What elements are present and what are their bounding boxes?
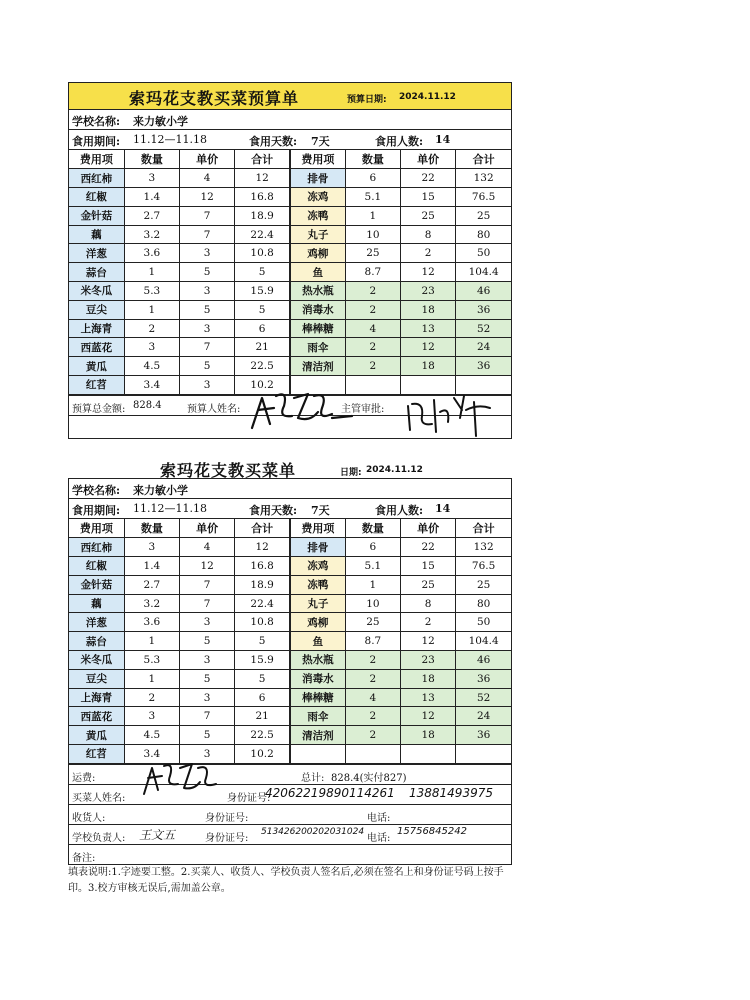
item-value-cell: 15 — [401, 557, 456, 576]
total-label: 总计: — [301, 772, 325, 784]
item-value-cell: 5 — [180, 632, 235, 651]
item-value-cell: 7 — [180, 575, 235, 594]
item-value-cell: 5.1 — [345, 557, 400, 576]
item-value-cell: 36 — [456, 357, 511, 376]
days-value-2: 7天 — [311, 504, 330, 517]
item-value-cell: 3 — [180, 282, 235, 301]
item-name-cell: 蒜台 — [69, 263, 124, 282]
column-header: 数量 — [124, 150, 179, 169]
item-value-cell: 6 — [235, 688, 290, 707]
item-value-cell: 3 — [124, 538, 179, 557]
item-value-cell: 5 — [235, 669, 290, 688]
item-value-cell: 22.4 — [235, 225, 290, 244]
budget-person-label: 预算人姓名: — [187, 403, 241, 415]
item-value-cell: 2 — [345, 669, 400, 688]
item-name-cell: 洋葱 — [69, 613, 124, 632]
people-value-2: 14 — [435, 502, 451, 515]
item-value-cell: 7 — [180, 707, 235, 726]
item-value-cell: 10.2 — [235, 376, 290, 395]
people-label: 食用人数: — [375, 135, 424, 148]
table-header-row — [69, 150, 511, 169]
school-name-2: 来力敏小学 — [133, 484, 188, 497]
item-value-cell: 18 — [401, 726, 456, 745]
table-row — [69, 669, 511, 688]
table-row — [69, 188, 511, 207]
column-header: 费用项 — [290, 519, 345, 538]
item-value-cell: 5 — [180, 669, 235, 688]
item-value-cell: 50 — [456, 613, 511, 632]
item-value-cell: 6 — [235, 319, 290, 338]
item-name-cell: 洋葱 — [69, 244, 124, 263]
item-value-cell: 80 — [456, 225, 511, 244]
days-label: 食用天数: — [249, 135, 298, 148]
column-header: 合计 — [456, 150, 511, 169]
table-row — [69, 613, 511, 632]
buyer-phone: 13881493975 — [409, 785, 493, 800]
table-row — [69, 169, 511, 188]
item-value-cell: 7 — [180, 338, 235, 357]
item-name-cell: 豆尖 — [69, 669, 124, 688]
item-value-cell: 4 — [345, 688, 400, 707]
item-value-cell: 3.6 — [124, 244, 179, 263]
table-row — [69, 538, 511, 557]
item-value-cell: 18.9 — [235, 206, 290, 225]
item-value-cell: 10 — [345, 594, 400, 613]
table-row — [69, 338, 511, 357]
item-value-cell: 104.4 — [456, 263, 511, 282]
item-value-cell: 5.1 — [345, 188, 400, 207]
item-value-cell: 3 — [180, 319, 235, 338]
item-value-cell: 3.2 — [124, 225, 179, 244]
item-name-cell: 清洁剂 — [290, 726, 345, 745]
item-value-cell: 10.8 — [235, 244, 290, 263]
item-name-cell: 红苕 — [69, 745, 124, 764]
item-value-cell — [401, 745, 456, 764]
table-row — [69, 575, 511, 594]
item-value-cell: 2 — [401, 244, 456, 263]
table-row — [69, 263, 511, 282]
item-name-cell: 西蓝花 — [69, 338, 124, 357]
item-value-cell: 7 — [180, 594, 235, 613]
table-row — [69, 282, 511, 301]
school-head-phone: 15756845242 — [397, 825, 467, 837]
item-name-cell: 蒜台 — [69, 632, 124, 651]
approver-signature — [404, 392, 494, 438]
item-value-cell: 10.2 — [235, 745, 290, 764]
item-name-cell: 上海青 — [69, 319, 124, 338]
freight-label: 运费: — [72, 772, 96, 784]
item-value-cell: 13 — [401, 688, 456, 707]
item-value-cell: 12 — [180, 188, 235, 207]
period-row-2 — [69, 499, 511, 519]
item-name-cell: 雨伞 — [290, 707, 345, 726]
item-value-cell: 8 — [401, 225, 456, 244]
item-value-cell: 104.4 — [456, 632, 511, 651]
item-value-cell: 52 — [456, 688, 511, 707]
item-name-cell: 冻鸭 — [290, 206, 345, 225]
item-name-cell: 冻鸡 — [290, 188, 345, 207]
item-value-cell: 2 — [124, 688, 179, 707]
item-name-cell — [290, 745, 345, 764]
item-value-cell: 18 — [401, 669, 456, 688]
item-value-cell: 46 — [456, 651, 511, 670]
table-header-row — [69, 519, 511, 538]
item-name-cell: 消毒水 — [290, 300, 345, 319]
item-value-cell: 5 — [180, 357, 235, 376]
buyer-label: 买菜人姓名: — [72, 792, 126, 804]
item-value-cell: 36 — [456, 669, 511, 688]
item-value-cell: 12 — [180, 557, 235, 576]
item-name-cell: 米冬瓜 — [69, 282, 124, 301]
purchase-date-label: 日期: — [340, 468, 362, 478]
receiver-id-label: 身份证号: — [205, 812, 249, 824]
buyer-id-label: 身份证号: — [227, 792, 271, 804]
school-head-id-label: 身份证号: — [205, 832, 249, 844]
item-name-cell: 排骨 — [290, 538, 345, 557]
fill-instructions: 填表说明:1.字迹要工整。2.买菜人、收货人、学校负责人签名后,必须在签名上和身份证号码上按手印。3.校方审核无误后,需加盖公章。 — [68, 867, 504, 894]
item-value-cell: 1.4 — [124, 188, 179, 207]
table-row — [69, 726, 511, 745]
item-value-cell: 24 — [456, 707, 511, 726]
item-value-cell: 80 — [456, 594, 511, 613]
period-row — [69, 130, 511, 150]
item-value-cell: 5 — [180, 300, 235, 319]
receiver-label: 收货人: — [72, 812, 106, 824]
item-value-cell: 18.9 — [235, 575, 290, 594]
school-head-id: 513426200202031024 — [261, 826, 365, 837]
budget-form-title: 索玛花支教买菜预算单 — [129, 89, 300, 108]
total-value: 828.4(实付827) — [331, 772, 407, 784]
people-value: 14 — [435, 133, 451, 146]
school-head-phone-label: 电话: — [367, 832, 391, 844]
item-name-cell: 丸子 — [290, 225, 345, 244]
item-value-cell: 4 — [180, 169, 235, 188]
column-header: 费用项 — [69, 519, 124, 538]
days-label-2: 食用天数: — [249, 504, 298, 517]
period-label-2: 食用期间: — [72, 504, 121, 517]
item-value-cell: 50 — [456, 244, 511, 263]
item-name-cell: 丸子 — [290, 594, 345, 613]
table-row — [69, 557, 511, 576]
item-name-cell: 西红柿 — [69, 538, 124, 557]
period-label: 食用期间: — [72, 135, 121, 148]
budget-form — [68, 82, 512, 439]
item-name-cell: 棒棒糖 — [290, 319, 345, 338]
school-head-row — [69, 824, 511, 844]
item-value-cell: 4.5 — [124, 357, 179, 376]
budget-form-titlebar — [69, 83, 511, 110]
item-value-cell: 6 — [345, 169, 400, 188]
budget-total-label: 预算总金额: — [72, 403, 126, 415]
item-name-cell: 冻鸭 — [290, 575, 345, 594]
item-value-cell: 25 — [456, 206, 511, 225]
item-value-cell: 2 — [345, 300, 400, 319]
item-value-cell: 21 — [235, 338, 290, 357]
budget-date-label: 预算日期: — [347, 95, 387, 105]
item-name-cell: 藕 — [69, 594, 124, 613]
item-name-cell: 西红柿 — [69, 169, 124, 188]
table-row — [69, 707, 511, 726]
item-value-cell: 18 — [401, 357, 456, 376]
school-label-2: 学校名称: — [72, 484, 121, 497]
item-name-cell: 冻鸡 — [290, 557, 345, 576]
item-name-cell: 消毒水 — [290, 669, 345, 688]
item-value-cell: 3.6 — [124, 613, 179, 632]
item-name-cell: 热水瓶 — [290, 651, 345, 670]
item-value-cell: 3 — [124, 169, 179, 188]
approver-label: 主管审批: — [341, 403, 385, 415]
item-value-cell: 3 — [180, 376, 235, 395]
table-row — [69, 300, 511, 319]
item-name-cell: 金针菇 — [69, 206, 124, 225]
item-name-cell: 上海青 — [69, 688, 124, 707]
item-name-cell: 西蓝花 — [69, 707, 124, 726]
item-value-cell: 23 — [401, 651, 456, 670]
item-name-cell: 排骨 — [290, 169, 345, 188]
item-value-cell: 25 — [345, 244, 400, 263]
item-value-cell: 2 — [124, 319, 179, 338]
item-value-cell: 8.7 — [345, 632, 400, 651]
school-head-name: 王文五 — [139, 827, 176, 842]
item-value-cell: 21 — [235, 707, 290, 726]
column-header: 合计 — [235, 150, 290, 169]
item-value-cell: 2 — [345, 707, 400, 726]
item-name-cell: 黄瓜 — [69, 726, 124, 745]
item-value-cell: 16.8 — [235, 188, 290, 207]
item-value-cell: 4 — [180, 538, 235, 557]
item-value-cell: 132 — [456, 538, 511, 557]
item-value-cell: 4 — [345, 319, 400, 338]
item-value-cell: 4.5 — [124, 726, 179, 745]
item-name-cell: 鸡柳 — [290, 244, 345, 263]
item-value-cell: 3 — [180, 651, 235, 670]
item-name-cell: 鸡柳 — [290, 613, 345, 632]
item-value-cell: 76.5 — [456, 557, 511, 576]
period-value-2: 11.12—11.18 — [133, 502, 207, 515]
budget-items-table — [69, 150, 511, 395]
item-value-cell: 1 — [124, 300, 179, 319]
table-row — [69, 357, 511, 376]
item-name-cell: 红椒 — [69, 188, 124, 207]
item-value-cell: 3.4 — [124, 745, 179, 764]
item-name-cell: 棒棒糖 — [290, 688, 345, 707]
column-header: 单价 — [180, 519, 235, 538]
column-header: 数量 — [345, 150, 400, 169]
item-value-cell: 3 — [180, 688, 235, 707]
item-value-cell: 12 — [401, 632, 456, 651]
item-value-cell: 46 — [456, 282, 511, 301]
item-value-cell: 10 — [345, 225, 400, 244]
item-value-cell: 5 — [235, 263, 290, 282]
remarks-row — [69, 844, 511, 864]
school-row-2 — [69, 479, 511, 499]
item-name-cell: 米冬瓜 — [69, 651, 124, 670]
item-value-cell: 2 — [345, 726, 400, 745]
table-row — [69, 225, 511, 244]
item-value-cell: 12 — [235, 538, 290, 557]
column-header: 费用项 — [290, 150, 345, 169]
item-value-cell: 6 — [345, 538, 400, 557]
table-row — [69, 594, 511, 613]
buyer-signature — [140, 760, 220, 800]
item-name-cell: 豆尖 — [69, 300, 124, 319]
column-header: 单价 — [180, 150, 235, 169]
purchase-items-table — [69, 519, 511, 764]
item-name-cell: 黄瓜 — [69, 357, 124, 376]
item-value-cell: 8 — [401, 594, 456, 613]
school-name: 来力敏小学 — [133, 115, 188, 128]
item-value-cell: 5 — [180, 263, 235, 282]
item-value-cell: 22 — [401, 538, 456, 557]
item-value-cell: 12 — [235, 169, 290, 188]
table-row — [69, 688, 511, 707]
item-value-cell: 1 — [124, 632, 179, 651]
item-value-cell: 76.5 — [456, 188, 511, 207]
item-value-cell: 25 — [401, 575, 456, 594]
column-header: 单价 — [401, 519, 456, 538]
column-header: 费用项 — [69, 150, 124, 169]
item-value-cell: 3 — [124, 338, 179, 357]
remarks-label: 备注: — [72, 852, 96, 864]
item-value-cell: 2.7 — [124, 206, 179, 225]
item-value-cell: 2.7 — [124, 575, 179, 594]
item-value-cell: 36 — [456, 726, 511, 745]
item-value-cell: 2 — [401, 613, 456, 632]
item-value-cell: 25 — [345, 613, 400, 632]
item-value-cell: 5 — [235, 632, 290, 651]
receiver-row — [69, 804, 511, 824]
budget-person-signature — [248, 388, 358, 434]
item-value-cell: 5 — [235, 300, 290, 319]
item-value-cell: 24 — [456, 338, 511, 357]
item-name-cell: 红苕 — [69, 376, 124, 395]
column-header: 单价 — [401, 150, 456, 169]
school-label: 学校名称: — [72, 115, 121, 128]
item-value-cell: 8.7 — [345, 263, 400, 282]
item-value-cell: 15.9 — [235, 651, 290, 670]
item-name-cell: 鱼 — [290, 632, 345, 651]
item-value-cell: 7 — [180, 206, 235, 225]
item-value-cell: 3.4 — [124, 376, 179, 395]
item-name-cell: 鱼 — [290, 263, 345, 282]
item-value-cell: 23 — [401, 282, 456, 301]
column-header: 数量 — [345, 519, 400, 538]
item-value-cell: 25 — [401, 206, 456, 225]
item-value-cell: 13 — [401, 319, 456, 338]
table-row — [69, 244, 511, 263]
item-value-cell: 1 — [345, 575, 400, 594]
item-name-cell: 红椒 — [69, 557, 124, 576]
school-row — [69, 110, 511, 130]
table-row — [69, 745, 511, 764]
item-value-cell: 132 — [456, 169, 511, 188]
days-value: 7天 — [311, 135, 330, 148]
budget-total: 828.4 — [133, 399, 162, 411]
item-value-cell: 12 — [401, 338, 456, 357]
item-value-cell: 1.4 — [124, 557, 179, 576]
item-value-cell: 22.5 — [235, 357, 290, 376]
item-value-cell: 25 — [456, 575, 511, 594]
item-value-cell: 16.8 — [235, 557, 290, 576]
table-row — [69, 651, 511, 670]
item-value-cell: 3 — [180, 244, 235, 263]
item-value-cell: 1 — [124, 669, 179, 688]
item-value-cell: 2 — [345, 651, 400, 670]
item-value-cell: 3 — [124, 707, 179, 726]
item-value-cell: 3.2 — [124, 594, 179, 613]
item-value-cell: 36 — [456, 300, 511, 319]
table-row — [69, 206, 511, 225]
item-value-cell: 22.5 — [235, 726, 290, 745]
purchase-form-titlebar — [68, 456, 512, 478]
item-value-cell: 5.3 — [124, 282, 179, 301]
item-name-cell: 藕 — [69, 225, 124, 244]
item-value-cell: 52 — [456, 319, 511, 338]
buyer-id: 42062219890114261 — [265, 785, 395, 800]
school-head-label: 学校负责人: — [72, 832, 126, 844]
budget-date: 2024.11.12 — [399, 92, 456, 102]
column-header: 数量 — [124, 519, 179, 538]
item-value-cell: 1 — [124, 263, 179, 282]
people-label-2: 食用人数: — [375, 504, 424, 517]
item-value-cell: 12 — [401, 263, 456, 282]
item-value-cell: 22 — [401, 169, 456, 188]
item-value-cell: 5.3 — [124, 651, 179, 670]
item-value-cell: 22.4 — [235, 594, 290, 613]
item-value-cell: 2 — [345, 282, 400, 301]
item-value-cell: 3 — [180, 745, 235, 764]
item-value-cell: 12 — [401, 707, 456, 726]
item-value-cell: 7 — [180, 225, 235, 244]
purchase-date: 2024.11.12 — [366, 465, 423, 475]
column-header: 合计 — [235, 519, 290, 538]
column-header: 合计 — [456, 519, 511, 538]
item-value-cell: 10.8 — [235, 613, 290, 632]
item-name-cell: 热水瓶 — [290, 282, 345, 301]
purchase-form — [68, 478, 512, 865]
item-name-cell: 金针菇 — [69, 575, 124, 594]
item-value-cell: 1 — [345, 206, 400, 225]
item-value-cell: 2 — [345, 357, 400, 376]
table-row — [69, 632, 511, 651]
table-row — [69, 319, 511, 338]
period-value: 11.12—11.18 — [133, 133, 207, 146]
receiver-phone-label: 电话: — [367, 812, 391, 824]
freight-row — [69, 764, 511, 784]
item-value-cell: 5 — [180, 726, 235, 745]
item-name-cell: 清洁剂 — [290, 357, 345, 376]
item-value-cell — [345, 745, 400, 764]
item-name-cell: 雨伞 — [290, 338, 345, 357]
item-value-cell: 2 — [345, 338, 400, 357]
item-value-cell: 3 — [180, 613, 235, 632]
item-value-cell: 18 — [401, 300, 456, 319]
item-value-cell: 15.9 — [235, 282, 290, 301]
item-value-cell: 15 — [401, 188, 456, 207]
item-value-cell — [456, 745, 511, 764]
buyer-row — [69, 784, 511, 804]
purchase-form-title: 索玛花支教买菜单 — [160, 461, 297, 480]
